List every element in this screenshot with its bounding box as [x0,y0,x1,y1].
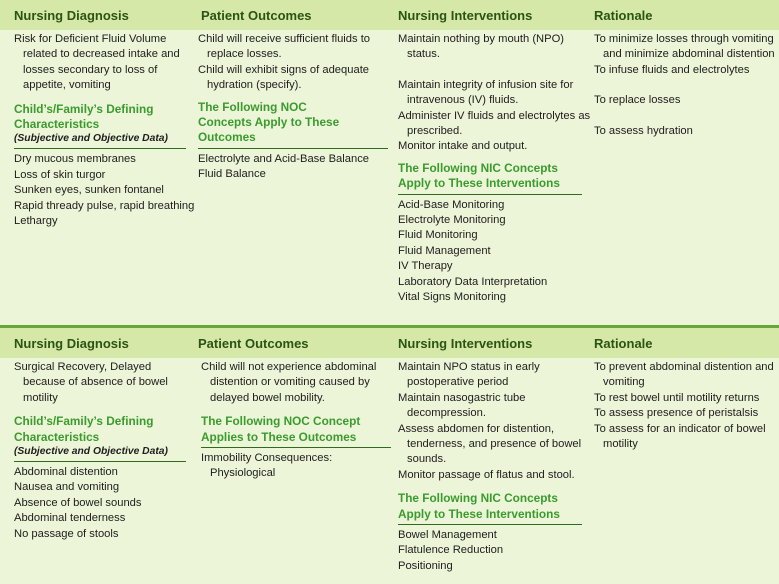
care-plan-section-surgical-recovery [0,325,779,584]
defining-item: No passage of stools [14,527,119,540]
divider [14,148,186,149]
header-nursing-diagnosis: Nursing Diagnosis [14,336,129,351]
rationale-item: To assess hydration [594,124,693,137]
diagnosis-text: Surgical Recovery, Delayed because of absence of bowel motility [14,361,168,404]
noc-heading: The Following NOC Concepts Apply to These Outcomes [198,99,340,145]
noc-item: Fluid Balance [198,168,266,181]
nic-item: Vital Signs Monitoring [398,291,506,304]
intervention-item: Maintain nothing by mouth (NPO) status. [398,33,565,61]
header-row [0,0,779,30]
defining-characteristics-heading: Child’s/Family’s Defining Characteristics [14,414,154,444]
defining-item: Lethargy [14,215,58,228]
noc-item: Electrolyte and Acid-Base Balance [198,152,370,165]
nic-item: Fluid Management [398,244,491,257]
nic-item: Positioning [398,559,453,572]
header-nursing-interventions: Nursing Interventions [398,8,533,23]
outcome-item: Child will receive sufficient fluids to replace losses. [198,33,371,61]
diagnosis-column [14,32,195,229]
outcomes-column [201,360,391,482]
defining-characteristics-subheading: (Subjective and Objective Data) [14,133,168,145]
intervention-item: Assess abdomen for distention, tenderness, and presence of bowel sounds. [398,422,582,466]
nic-item: Acid-Base Monitoring [398,198,505,211]
outcome-item: Child will exhibit signs of adequate hydration (specify). [198,63,370,92]
defining-item: Absence of bowel sounds [14,496,142,509]
interventions-column [398,360,582,574]
intervention-item: Maintain nasogastric tube decompression. [398,391,526,420]
nic-item: IV Therapy [398,260,453,273]
rationale-item: To infuse fluids and electrolytes [594,63,750,76]
noc-item: Immobility Consequences: Physiological [201,452,333,480]
nic-heading: The Following NIC Concepts Apply to These Interventions [398,160,560,191]
nic-item: Fluid Monitoring [398,229,478,242]
defining-item: Loss of skin turgor [14,168,106,181]
header-rationale: Rationale [594,8,653,23]
intervention-item: Maintain NPO status in early postoperative period [398,361,540,389]
rationale-item: To prevent abdominal distention and vomiting [594,361,774,389]
defining-item: Rapid thready pulse, rapid breathing [14,199,195,212]
rationale-item: To assess for an indicator of bowel motility [594,422,766,451]
outcome-item: Child will not experience abdominal distention or vomiting caused by delayed bowel mobility. [201,361,377,404]
interventions-column [398,32,591,306]
defining-characteristics-subheading: (Subjective and Objective Data) [14,446,168,458]
defining-characteristics-heading: Child’s/Family’s Defining Characteristics [14,101,154,132]
intervention-item: Monitor intake and output. [398,140,528,153]
diagnosis-text: Risk for Deficient Fluid Volume related to decreased intake and losses secondary to loss of appetite, vomiting [14,33,180,92]
rationale-item: To replace losses [594,94,681,107]
nic-item: Flatulence Reduction [398,544,504,557]
defining-item: Sunken eyes, sunken fontanel [14,184,164,197]
divider [201,447,391,448]
rationale-item: To minimize losses through vomiting and minimize abdominal distention [594,33,775,61]
divider [398,524,582,525]
rationale-item: To assess presence of peristalsis [594,407,759,420]
defining-item: Nausea and vomiting [14,481,120,494]
nic-item: Laboratory Data Interpretation [398,275,548,288]
noc-heading: The Following NOC Concept Applies to These Outcomes [201,414,361,444]
nic-heading: The Following NIC Concepts Apply to These Interventions [398,491,560,521]
rationale-item: To rest bowel until motility returns [594,391,760,404]
rationale-column [594,32,774,139]
header-patient-outcomes: Patient Outcomes [198,336,309,351]
defining-item: Dry mucous membranes [14,153,136,166]
defining-item: Abdominal tenderness [14,512,126,525]
defining-item: Abdominal distention [14,466,118,479]
divider [398,194,582,195]
nic-item: Bowel Management [398,529,497,542]
header-nursing-interventions: Nursing Interventions [398,336,533,351]
divider [198,148,388,149]
rationale-column [594,360,774,452]
nic-item: Electrolyte Monitoring [398,214,506,227]
header-patient-outcomes: Patient Outcomes [201,8,312,23]
intervention-item: Maintain integrity of infusion site for intravenous (IV) fluids. [398,78,574,107]
header-nursing-diagnosis: Nursing Diagnosis [14,8,129,23]
intervention-item: Monitor passage of flatus and stool. [398,468,575,481]
header-rationale: Rationale [594,336,653,351]
intervention-item: Administer IV fluids and electrolytes as prescribed. [398,109,591,138]
divider [14,461,186,462]
header-row [0,328,779,358]
diagnosis-column [14,360,186,542]
outcomes-column [198,32,388,183]
